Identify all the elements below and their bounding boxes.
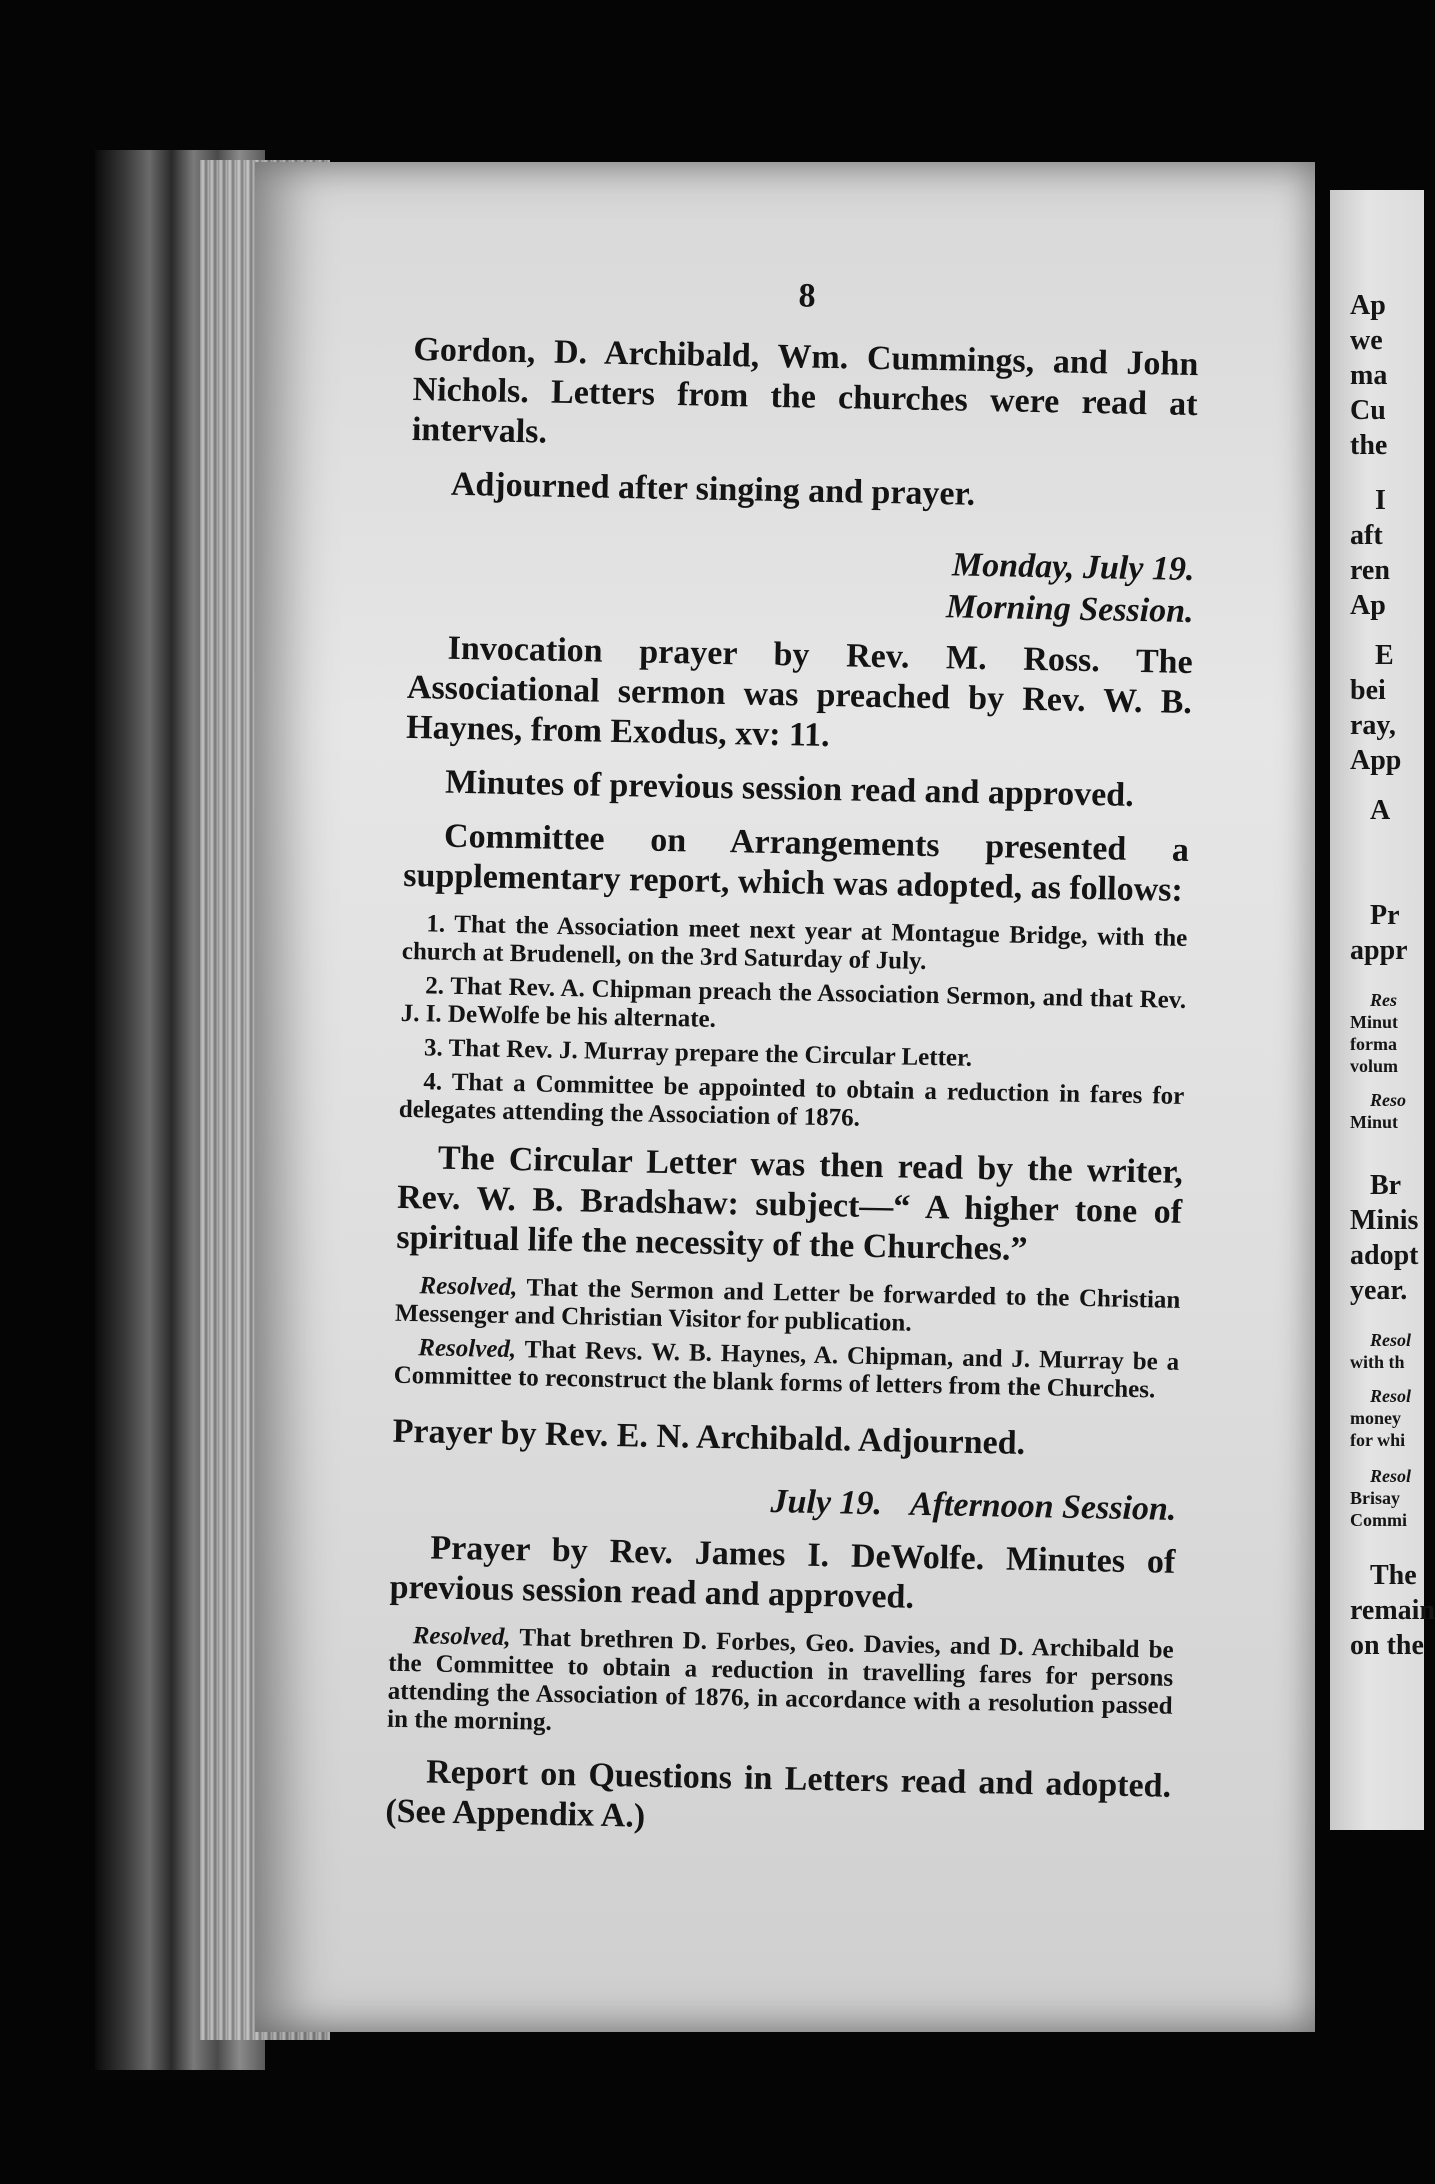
fragment: remain: [1350, 1595, 1435, 1626]
fragment: with th: [1350, 1352, 1405, 1372]
fragment: volum: [1350, 1056, 1399, 1076]
paragraph-adjourned: Adjourned after singing and prayer.: [450, 465, 976, 513]
fragment: I: [1375, 485, 1386, 516]
fragment: for whi: [1350, 1430, 1406, 1450]
fragment: adopt: [1350, 1240, 1419, 1271]
fragment: the: [1350, 430, 1388, 461]
adjacent-page-fragment: [1330, 190, 1435, 1830]
fragment: Br: [1370, 1170, 1402, 1201]
resolved-label: Resolved,: [419, 1272, 518, 1302]
fragment: App: [1350, 745, 1402, 776]
resolution: [393, 1334, 1179, 1405]
arrangements-list: [399, 910, 1188, 1139]
fragment: Reso: [1370, 1090, 1406, 1110]
fragment: year.: [1350, 1275, 1408, 1306]
resolution-text: That Revs. W. B. Haynes, A. Chipman, and J. Murray be a Committee to reconstruct the blank forms of letters from the Churches.: [393, 1336, 1180, 1404]
date-heading: July 19.: [770, 1483, 883, 1523]
fragment: The: [1370, 1560, 1417, 1591]
fragment: Res: [1370, 990, 1397, 1010]
fragment: Resol: [1370, 1330, 1412, 1350]
fragment: A: [1370, 795, 1391, 826]
session-heading-line: [391, 1476, 1177, 1529]
resolution-text: That the Sermon and Letter be forwarded to the Christian Messenger and Christian Visitor for publication.: [394, 1274, 1181, 1337]
fragment: forma: [1350, 1034, 1397, 1054]
paragraph-prayer-archibald: Prayer by Rev. E. N. Archibald. Adjourned.: [392, 1412, 1026, 1462]
fragment: on the: [1350, 1630, 1424, 1661]
fragment: aft: [1350, 520, 1383, 551]
list-item: 2. That Rev. A. Chipman preach the Association Sermon, and that Rev. J. I. DeWolfe be his alternate.: [400, 972, 1187, 1033]
page-text: [385, 270, 1200, 1861]
paragraph-invocation: Invocation prayer by Rev. M. Ross. The Associational sermon was preached by Rev. W. B. Haynes, from Exodus, xv: 11.: [405, 629, 1193, 755]
fragment: Minut: [1350, 1012, 1399, 1032]
fragment: Brisay: [1350, 1488, 1401, 1508]
resolved-label: Resolved,: [418, 1334, 517, 1364]
fragment: Pr: [1370, 900, 1400, 931]
resolution: [395, 1272, 1181, 1343]
fragment: Resol: [1370, 1466, 1412, 1486]
date-heading: Monday, July 19.: [951, 546, 1195, 589]
paragraph-prayer-dewolfe: Prayer by Rev. James I. DeWolfe. Minutes of previous session read and approved.: [389, 1529, 1176, 1616]
fragment: Ap: [1350, 590, 1386, 621]
fragment: Minut: [1350, 1112, 1399, 1132]
fragment: Cu: [1350, 395, 1386, 426]
fragment: money: [1350, 1408, 1401, 1428]
fragment: Ap: [1350, 290, 1386, 321]
fragment: Resol: [1370, 1386, 1412, 1406]
fragment: bei: [1350, 675, 1386, 706]
fragment: ren: [1350, 555, 1390, 586]
paragraph-minutes: Minutes of previous session read and approved.: [444, 763, 1135, 814]
fragment: appr: [1350, 935, 1408, 966]
paragraph-report: Report on Questions in Letters read and adopted. (See Appendix A.): [385, 1753, 1172, 1835]
resolved-label: Resolved,: [412, 1622, 511, 1652]
resolution-text: That brethren D. Forbes, Geo. Davies, and D. Archibald be the Committee to obtain a reduction in travelling fares for persons attending the Association of 1876, in accordance with a resolution passed in the morning.: [386, 1624, 1174, 1736]
paragraph-circular-letter: The Circular Letter was then read by the writer, Rev. W. B. Bradshaw: subject—“ A higher tone of spiritual life the necessity of the Churches.”: [396, 1139, 1184, 1268]
page-number: 8: [798, 277, 816, 315]
resolution: [387, 1622, 1174, 1749]
list-item: 4. That a Committee be appointed to obtain a reduction in fares for delegates attending the Association of 1876.: [398, 1068, 1185, 1132]
list-item: 3. That Rev. J. Murray prepare the Circular Letter.: [423, 1034, 973, 1072]
paragraph-committee: Committee on Arrangements presented a supplementary report, which was adopted, as follows:: [403, 817, 1190, 909]
fragment: Minis: [1350, 1205, 1419, 1236]
fragment: ray,: [1350, 710, 1396, 741]
fragment: we: [1350, 325, 1383, 356]
fragment: Commi: [1350, 1510, 1407, 1530]
fragment: E: [1375, 640, 1394, 671]
paragraph-opening: Gordon, D. Archibald, Wm. Cummings, and John Nichols. Letters from the churches were read at intervals.: [411, 330, 1199, 451]
fragment: ma: [1350, 360, 1388, 391]
session-heading: Morning Session.: [945, 588, 1194, 631]
session-heading: Afternoon Session.: [909, 1485, 1177, 1528]
list-item: 1. That the Association meet next year at Montague Bridge, with the church at Brudenell, on the 3rd Saturday of July.: [401, 910, 1188, 975]
